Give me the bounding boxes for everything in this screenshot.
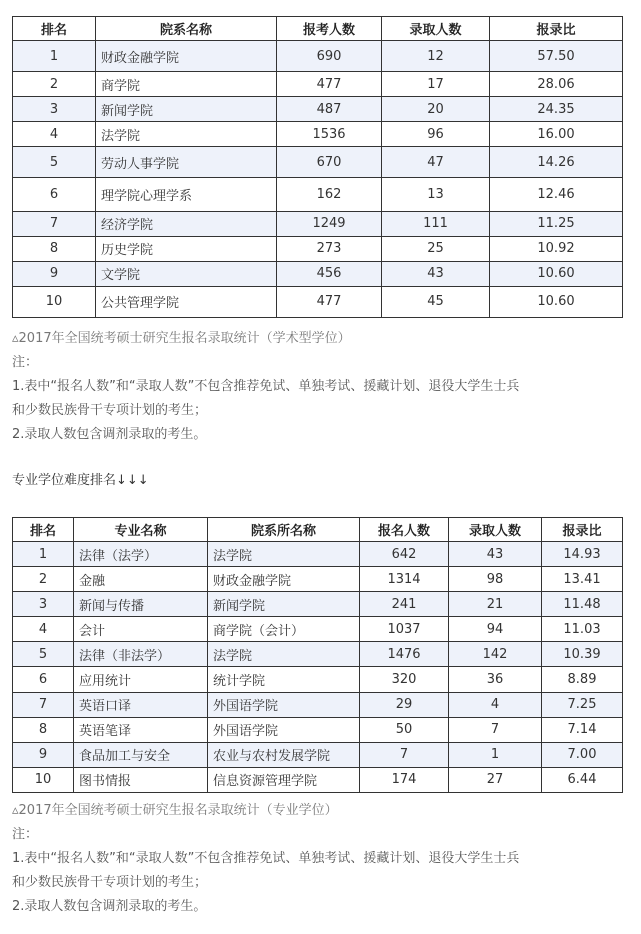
department-cell: 商学院: [96, 72, 277, 97]
ratio-cell: 11.25: [490, 211, 623, 236]
table-row: [13, 286, 623, 317]
ratio-cell: 10.60: [490, 261, 623, 286]
table-row: [13, 147, 623, 178]
professional-caption: ▵2017年全国统考硕士研究生报名录取统计（专业学位）: [12, 803, 338, 818]
department-cell: 文学院: [96, 261, 277, 286]
department-cell: 外国语学院: [208, 692, 360, 717]
admitted-cell: 94: [449, 617, 542, 642]
department-cell: 公共管理学院: [96, 286, 277, 317]
applicants-cell: 1037: [360, 617, 449, 642]
applicants-cell: 7: [360, 742, 449, 767]
department-cell: 信息资源管理学院: [208, 767, 360, 792]
rank-cell: 10: [13, 286, 96, 317]
rank-cell: 1: [13, 41, 96, 72]
department-cell: 统计学院: [208, 667, 360, 692]
ratio-cell: 7.25: [542, 692, 623, 717]
table-row: [13, 567, 623, 592]
applicants-cell: 487: [277, 97, 382, 122]
table-row: [13, 261, 623, 286]
major-cell: 英语口译: [74, 692, 208, 717]
academic-degree-table: [12, 16, 623, 318]
department-cell: 经济学院: [96, 211, 277, 236]
applicants-cell: 1476: [360, 642, 449, 667]
department-cell: 历史学院: [96, 236, 277, 261]
rank-cell: 8: [13, 717, 74, 742]
table-row: [13, 178, 623, 211]
table-row: [13, 97, 623, 122]
ratio-cell: 57.50: [490, 41, 623, 72]
rank-cell: 7: [13, 211, 96, 236]
rank-cell: 9: [13, 742, 74, 767]
department-cell: 财政金融学院: [208, 567, 360, 592]
admitted-cell: 13: [382, 178, 490, 211]
academic-notes: [12, 327, 627, 447]
table-row: [13, 236, 623, 261]
table-row: [13, 617, 623, 642]
rank-cell: 4: [13, 617, 74, 642]
header-rank: 排名: [13, 518, 74, 542]
rank-cell: 6: [13, 178, 96, 211]
note-line: 注：: [12, 827, 39, 842]
ratio-cell: 24.35: [490, 97, 623, 122]
table-row: [13, 72, 623, 97]
academic-caption: ▵2017年全国统考硕士研究生报名录取统计（学术型学位）: [12, 331, 351, 346]
applicants-cell: 670: [277, 147, 382, 178]
major-cell: 图书情报: [74, 767, 208, 792]
ratio-cell: 14.26: [490, 147, 623, 178]
applicants-cell: 29: [360, 692, 449, 717]
ratio-cell: 8.89: [542, 667, 623, 692]
table-header-row: [13, 518, 623, 542]
rank-cell: 10: [13, 767, 74, 792]
header-admitted: 录取人数: [449, 518, 542, 542]
header-major: 专业名称: [74, 518, 208, 542]
header-admitted: 录取人数: [382, 17, 490, 41]
section-heading: 专业学位难度排名↓↓↓: [12, 473, 149, 488]
ratio-cell: 13.41: [542, 567, 623, 592]
header-department: 院系名称: [96, 17, 277, 41]
ratio-cell: 7.00: [542, 742, 623, 767]
admitted-cell: 4: [449, 692, 542, 717]
ratio-cell: 10.60: [490, 286, 623, 317]
applicants-cell: 273: [277, 236, 382, 261]
major-cell: 新闻与传播: [74, 592, 208, 617]
rank-cell: 5: [13, 147, 96, 178]
rank-cell: 2: [13, 567, 74, 592]
admitted-cell: 45: [382, 286, 490, 317]
rank-cell: 3: [13, 592, 74, 617]
table-row: [13, 767, 623, 792]
admitted-cell: 142: [449, 642, 542, 667]
ratio-cell: 28.06: [490, 72, 623, 97]
applicants-cell: 162: [277, 178, 382, 211]
major-cell: 法律（非法学）: [74, 642, 208, 667]
department-cell: 商学院（会计）: [208, 617, 360, 642]
department-cell: 新闻学院: [208, 592, 360, 617]
ratio-cell: 16.00: [490, 122, 623, 147]
header-applicants: 报考人数: [277, 17, 382, 41]
applicants-cell: 241: [360, 592, 449, 617]
rank-cell: 9: [13, 261, 96, 286]
ratio-cell: 11.48: [542, 592, 623, 617]
note-line: 和少数民族骨干专项计划的考生；: [12, 403, 208, 418]
department-cell: 劳动人事学院: [96, 147, 277, 178]
major-cell: 金融: [74, 567, 208, 592]
header-ratio: 报录比: [542, 518, 623, 542]
ratio-cell: 12.46: [490, 178, 623, 211]
professional-degree-table: [12, 517, 623, 793]
major-cell: 会计: [74, 617, 208, 642]
header-applicants: 报名人数: [360, 518, 449, 542]
department-cell: 理学院心理学系: [96, 178, 277, 211]
table-row: [13, 542, 623, 567]
applicants-cell: 642: [360, 542, 449, 567]
department-cell: 法学院: [208, 542, 360, 567]
admitted-cell: 111: [382, 211, 490, 236]
table-row: [13, 211, 623, 236]
major-cell: 食品加工与安全: [74, 742, 208, 767]
admitted-cell: 43: [449, 542, 542, 567]
admitted-cell: 12: [382, 41, 490, 72]
admitted-cell: 98: [449, 567, 542, 592]
rank-cell: 8: [13, 236, 96, 261]
table-row: [13, 122, 623, 147]
professional-notes: [12, 799, 627, 919]
header-department: 院系所名称: [208, 518, 360, 542]
table-row: [13, 41, 623, 72]
admitted-cell: 7: [449, 717, 542, 742]
applicants-cell: 320: [360, 667, 449, 692]
admitted-cell: 1: [449, 742, 542, 767]
note-line: 注：: [12, 355, 39, 370]
rank-cell: 2: [13, 72, 96, 97]
admitted-cell: 47: [382, 147, 490, 178]
table-row: [13, 717, 623, 742]
admitted-cell: 43: [382, 261, 490, 286]
admitted-cell: 21: [449, 592, 542, 617]
applicants-cell: 1536: [277, 122, 382, 147]
department-cell: 法学院: [208, 642, 360, 667]
department-cell: 新闻学院: [96, 97, 277, 122]
ratio-cell: 10.92: [490, 236, 623, 261]
applicants-cell: 456: [277, 261, 382, 286]
major-cell: 法律（法学）: [74, 542, 208, 567]
applicants-cell: 1249: [277, 211, 382, 236]
note-line: 2.录取人数包含调剂录取的考生。: [12, 427, 207, 442]
rank-cell: 4: [13, 122, 96, 147]
rank-cell: 3: [13, 97, 96, 122]
table-row: [13, 667, 623, 692]
major-cell: 应用统计: [74, 667, 208, 692]
department-cell: 农业与农村发展学院: [208, 742, 360, 767]
rank-cell: 6: [13, 667, 74, 692]
table-row: [13, 692, 623, 717]
major-cell: 英语笔译: [74, 717, 208, 742]
admitted-cell: 25: [382, 236, 490, 261]
admitted-cell: 36: [449, 667, 542, 692]
header-ratio: 报录比: [490, 17, 623, 41]
ratio-cell: 10.39: [542, 642, 623, 667]
admitted-cell: 27: [449, 767, 542, 792]
applicants-cell: 477: [277, 72, 382, 97]
admitted-cell: 20: [382, 97, 490, 122]
applicants-cell: 174: [360, 767, 449, 792]
applicants-cell: 477: [277, 286, 382, 317]
note-line: 和少数民族骨干专项计划的考生；: [12, 875, 208, 890]
table-row: [13, 592, 623, 617]
department-cell: 外国语学院: [208, 717, 360, 742]
note-line: 2.录取人数包含调剂录取的考生。: [12, 899, 207, 914]
ratio-cell: 14.93: [542, 542, 623, 567]
applicants-cell: 1314: [360, 567, 449, 592]
admitted-cell: 96: [382, 122, 490, 147]
ratio-cell: 7.14: [542, 717, 623, 742]
header-rank: 排名: [13, 17, 96, 41]
table-row: [13, 742, 623, 767]
department-cell: 财政金融学院: [96, 41, 277, 72]
note-line: 1.表中“报名人数”和“录取人数”不包含推荐免试、单独考试、援藏计划、退役大学生士兵: [12, 851, 520, 866]
applicants-cell: 50: [360, 717, 449, 742]
applicants-cell: 690: [277, 41, 382, 72]
table-header-row: [13, 17, 623, 41]
rank-cell: 7: [13, 692, 74, 717]
rank-cell: 5: [13, 642, 74, 667]
ratio-cell: 11.03: [542, 617, 623, 642]
table-row: [13, 642, 623, 667]
rank-cell: 1: [13, 542, 74, 567]
department-cell: 法学院: [96, 122, 277, 147]
note-line: 1.表中“报名人数”和“录取人数”不包含推荐免试、单独考试、援藏计划、退役大学生士兵: [12, 379, 520, 394]
admitted-cell: 17: [382, 72, 490, 97]
ratio-cell: 6.44: [542, 767, 623, 792]
